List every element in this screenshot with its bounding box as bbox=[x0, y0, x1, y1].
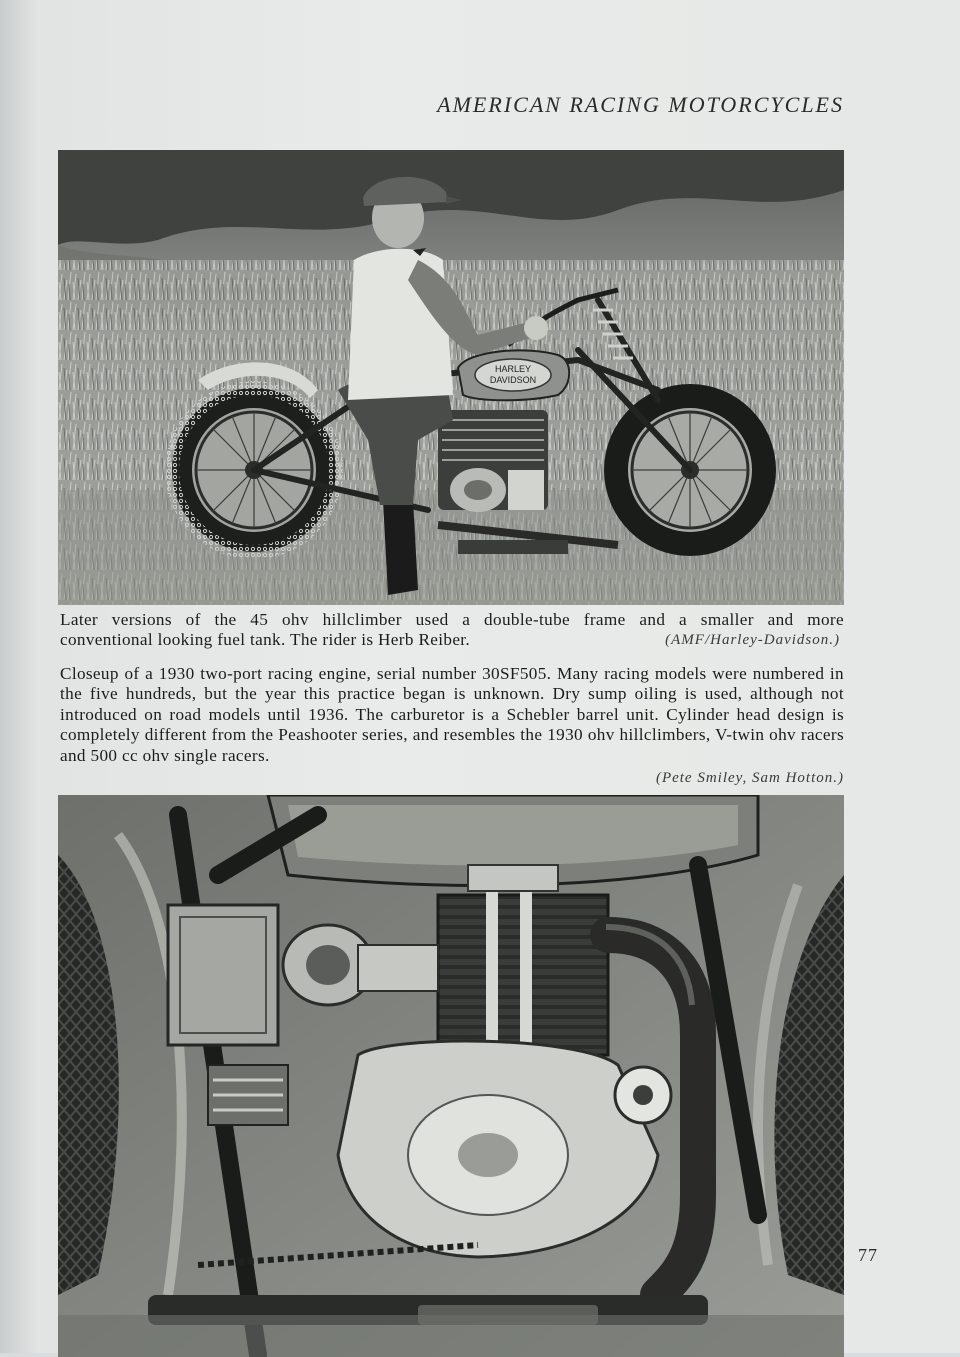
engine-closeup-illustration bbox=[58, 795, 844, 1357]
tank-lettering-top: HARLEY bbox=[494, 364, 532, 374]
hillclimber-photo-illustration bbox=[58, 150, 844, 605]
bottom-caption-text: Closeup of a 1930 two-port racing engine, serial number 30SF505. Many racing models were numbered in the five hundreds, but the year this practice began is unknown. Dry sump oiling is used, although not introduced on road models until 1936. The carburetor is a Schebler barrel unit. Cylinder head design is completely different from the Peashooter series, and resembles the 1930 ohv hillclimbers, V-twin ohv racers and 500 cc ohv single racers. bbox=[60, 664, 844, 765]
fuel-tank bbox=[458, 350, 569, 400]
top-caption-line-2 bbox=[60, 630, 840, 650]
engine bbox=[438, 410, 548, 512]
running-head: AMERICAN RACING MOTORCYCLES bbox=[437, 92, 844, 117]
tank-lettering-bottom: DAVIDSON bbox=[489, 375, 537, 385]
page-number: 77 bbox=[858, 1245, 878, 1265]
top-caption-line-1: Later versions of the 45 ohv hillclimber used a double-tube frame and a smaller and more bbox=[60, 610, 844, 629]
top-photo-credit: (AMF/Harley-Davidson.) bbox=[665, 632, 840, 649]
bottom-photo-credit: (Pete Smiley, Sam Hotton.) bbox=[655, 770, 844, 787]
top-photo-caption bbox=[60, 610, 844, 651]
engine-closeup-photo bbox=[58, 795, 844, 1357]
bottom-photo-caption bbox=[60, 664, 844, 788]
hillclimber-photo bbox=[58, 150, 844, 605]
top-caption-line-2-text: conventional looking fuel tank. The rider is Herb Reiber. bbox=[60, 630, 471, 650]
